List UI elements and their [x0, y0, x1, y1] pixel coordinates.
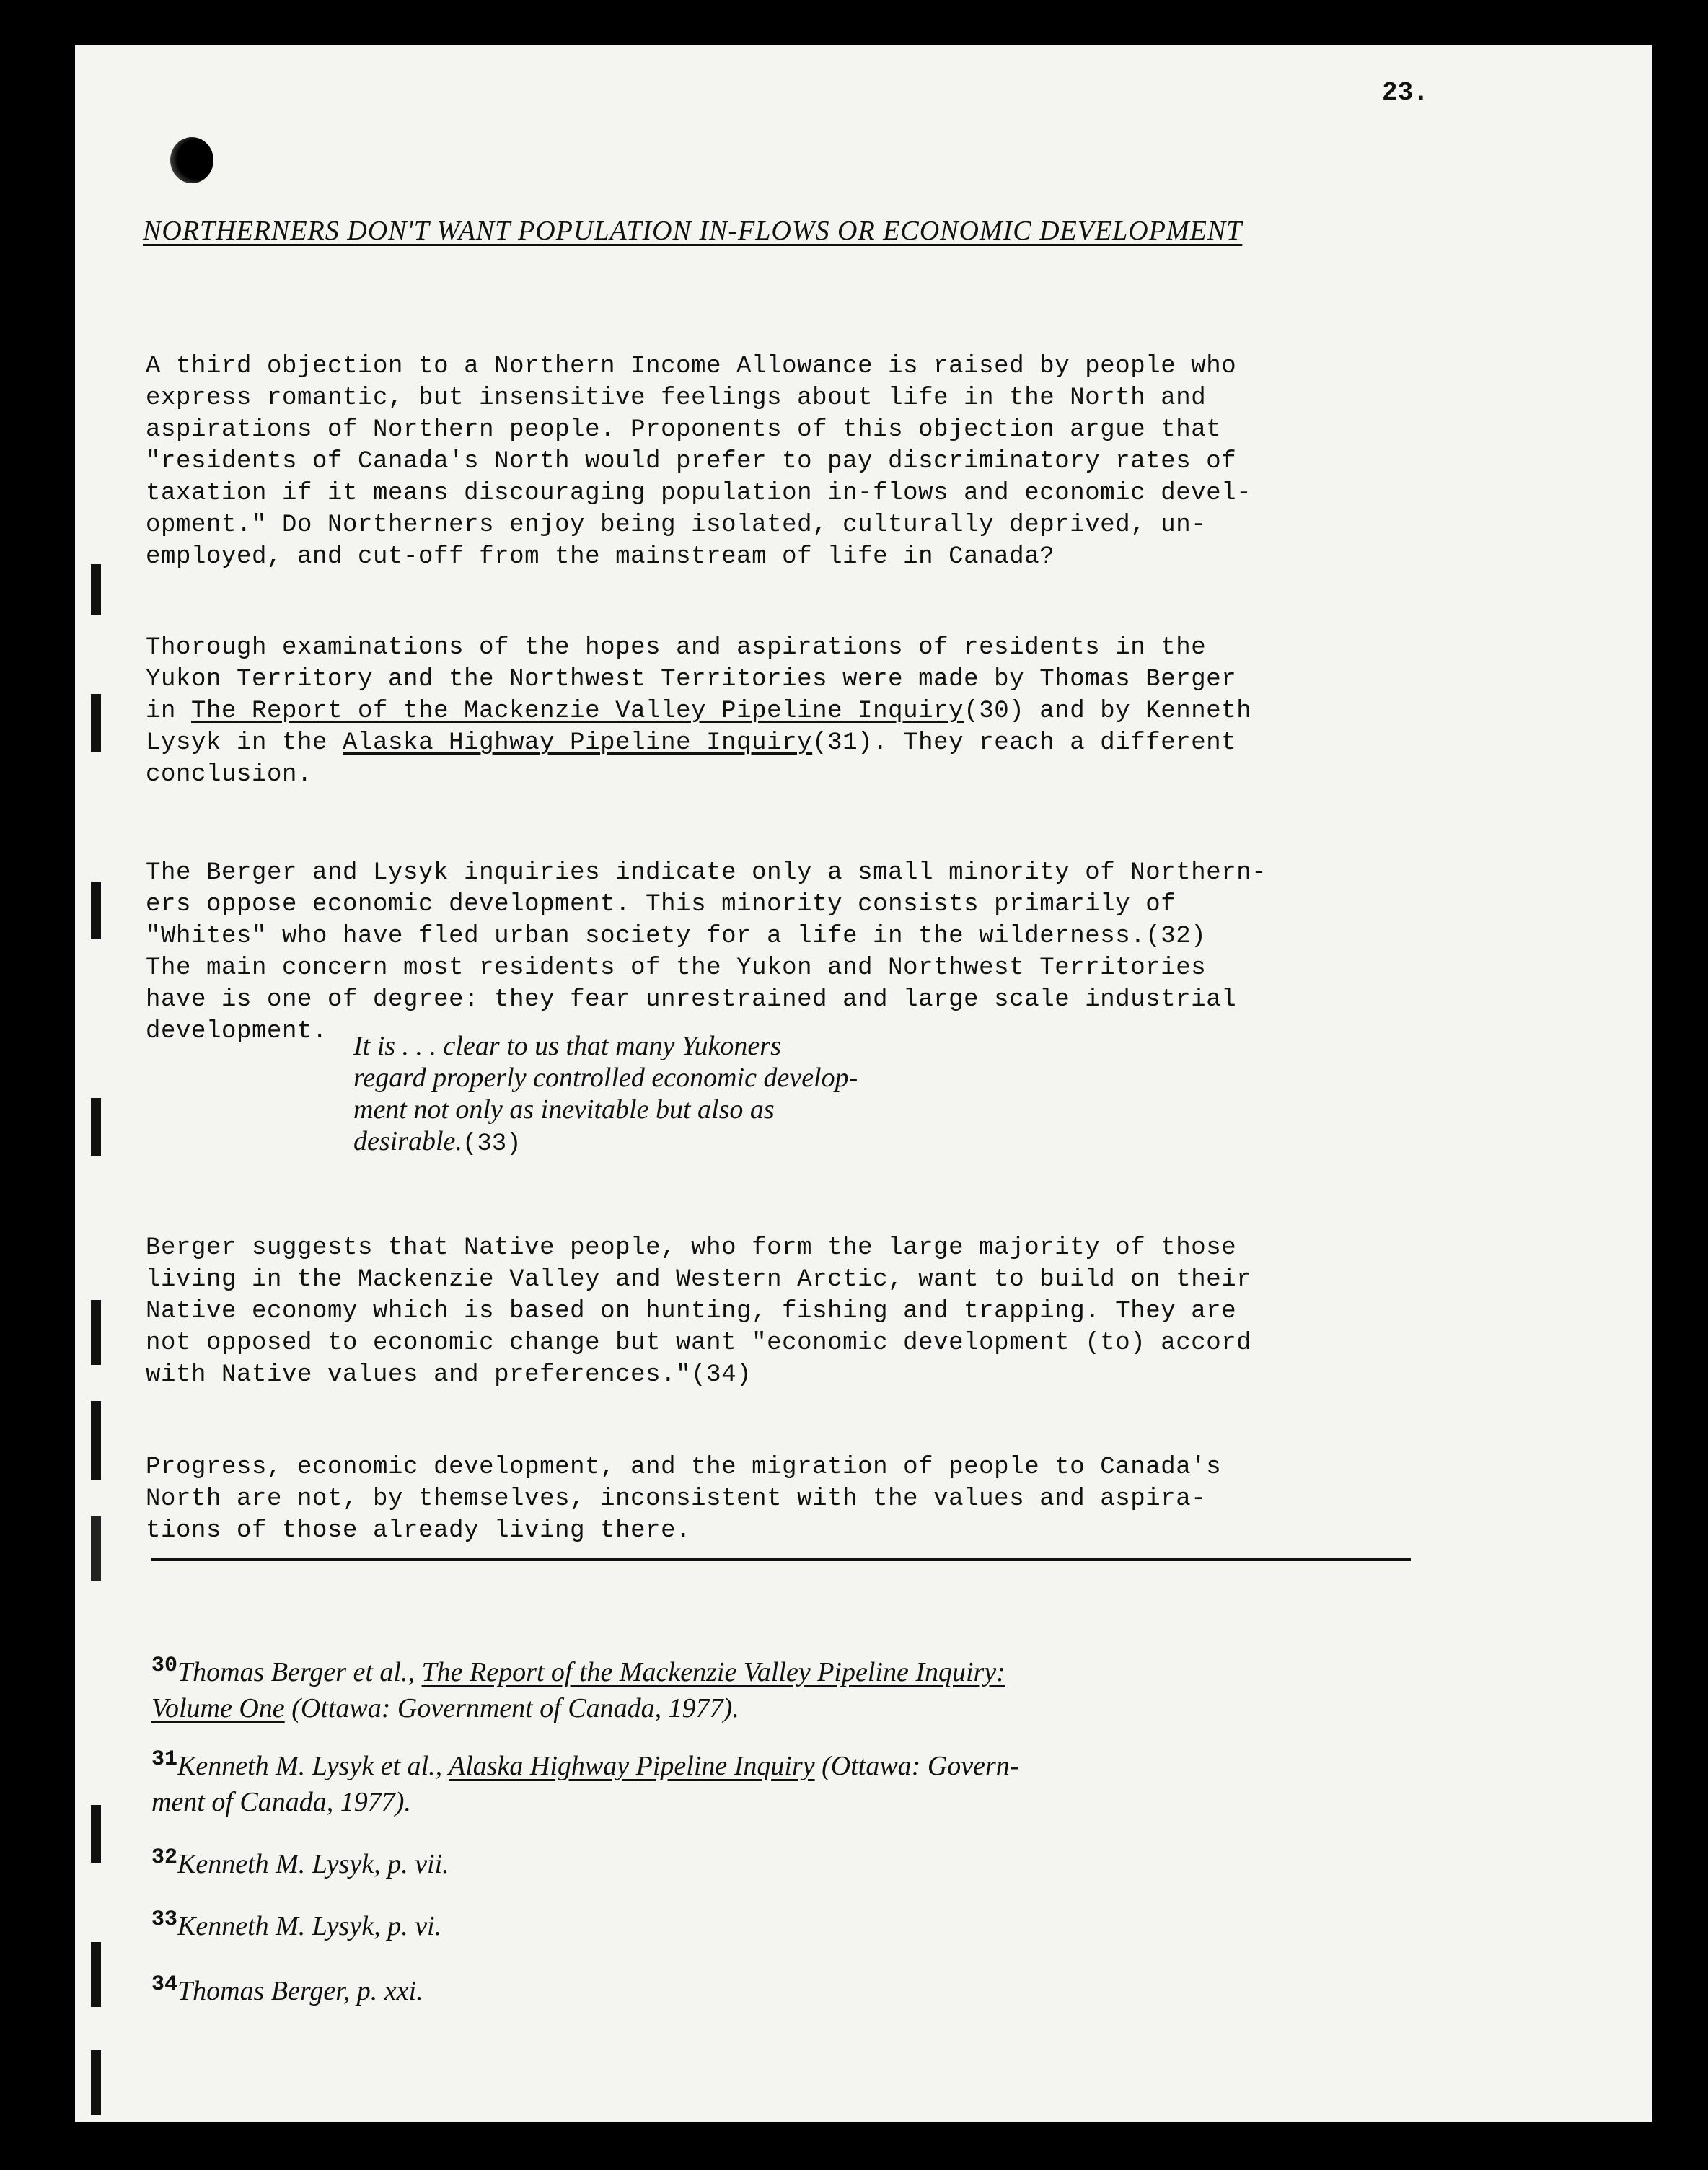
paragraph-1: A third objection to a Northern Income Allowance is raised by people who express romantic, but insensitive feelings about life in the North and aspirations of Northern people. Proponents of this objection argue that "residents of Canada's North would prefer to pay discriminatory rates of taxation if it means discouraging population in-flows and economic devel- opment." Do Northerners enjoy being isolated, culturally deprived, un- employed, and cut-off from the mainstream of life in Canada? [146, 353, 1252, 571]
footnote-number: 30 [151, 1653, 178, 1678]
footnote-32 [151, 1840, 1443, 1882]
footnote-number: 31 [151, 1747, 178, 1772]
paragraph-3: The Berger and Lysyk inquiries indicate only a small minority of Northern- ers oppose economic development. This minority consists primarily of "Whites" who have fled urban society for a life in the wilderness.(32) The main concern most residents of the Yukon and Northwest Territories have is one of degree: they fear unrestrained and large scale industrial development. [146, 859, 1267, 1045]
binding-mark [91, 564, 101, 615]
footnote-author: Thomas Berger et al., [177, 1657, 422, 1687]
footnote-number: 32 [151, 1845, 178, 1870]
binding-mark [91, 1805, 101, 1863]
footnote-34 [151, 1967, 1443, 2009]
paragraph-2-text-c: (31). They reach a different conclusion. [146, 729, 1237, 789]
footnote-31 [151, 1741, 1443, 1820]
footnote-number: 33 [151, 1907, 178, 1932]
footnote-divider [151, 1558, 1411, 1561]
binding-mark [91, 2050, 101, 2115]
footnote-number: 34 [151, 1972, 178, 1997]
paragraph-4: Berger suggests that Native people, who form the large majority of those living in the Mackenzie Valley and Western Arctic, want to build on their Native economy which is based on hunting, fishing and trapping. They are not opposed to economic change but want "economic development (to) accord with Native values and preferences."(34) [146, 1234, 1252, 1389]
footnote-publication: (Ottawa: Govern- [814, 1751, 1019, 1781]
footnote-author: Kenneth M. Lysyk et al., [177, 1751, 449, 1781]
punch-hole [170, 137, 214, 183]
page-number: 23. [1382, 78, 1429, 107]
binding-mark [91, 882, 101, 939]
block-quote [353, 1030, 1118, 1160]
footnote-publication: (Ottawa: Government of Canada, 1977). [284, 1693, 739, 1723]
footnote-title: Alaska Highway Pipeline Inquiry [449, 1751, 815, 1781]
binding-mark [91, 1516, 101, 1581]
footnote-text: Kenneth M. Lysyk, p. vi. [177, 1911, 442, 1941]
paragraph-5: Progress, economic development, and the migration of people to Canada's North are not, by themselves, inconsistent with the values and aspira- tions of those already living there. [146, 1454, 1222, 1545]
section-heading: NORTHERNERS DON'T WANT POPULATION IN-FLOWS OR ECONOMIC DEVELOPMENT [143, 216, 1243, 246]
binding-mark [91, 1942, 101, 2007]
report-title-alaska: Alaska Highway Pipeline Inquiry [343, 729, 813, 757]
footnote-text: Kenneth M. Lysyk, p. vii. [177, 1849, 449, 1879]
quote-text: It is . . . clear to us that many Yukoners regard properly controlled economic develop- ment not only as inevitable but also as desirable. [353, 1031, 858, 1156]
quote-reference: (33) [462, 1130, 521, 1158]
footnote-text: Thomas Berger, p. xxi. [177, 1976, 423, 2006]
paragraph-2-text-a: Thorough examinations of the hopes and aspirations of residents in the Yukon Territory and the Northwest Territories were made by Thomas Berger in [146, 634, 1237, 725]
binding-mark [91, 694, 101, 752]
paragraph-2 [146, 632, 1394, 791]
report-title-mackenzie: The Report of the Mackenzie Valley Pipeline Inquiry [191, 698, 964, 725]
binding-mark [91, 1401, 101, 1480]
paragraph-2-text-b: (30) and by Kenneth Lysyk in the [146, 698, 1252, 757]
footnote-publication-cont: ment of Canada, 1977). [151, 1787, 411, 1817]
footnote-title: The Report of the Mackenzie Valley Pipeline Inquiry: [421, 1657, 1005, 1687]
footnote-33 [151, 1902, 1443, 1944]
binding-mark [91, 1098, 101, 1156]
footnote-30 [151, 1648, 1443, 1726]
footnote-title-cont: Volume One [151, 1693, 285, 1723]
binding-mark [91, 1300, 101, 1365]
